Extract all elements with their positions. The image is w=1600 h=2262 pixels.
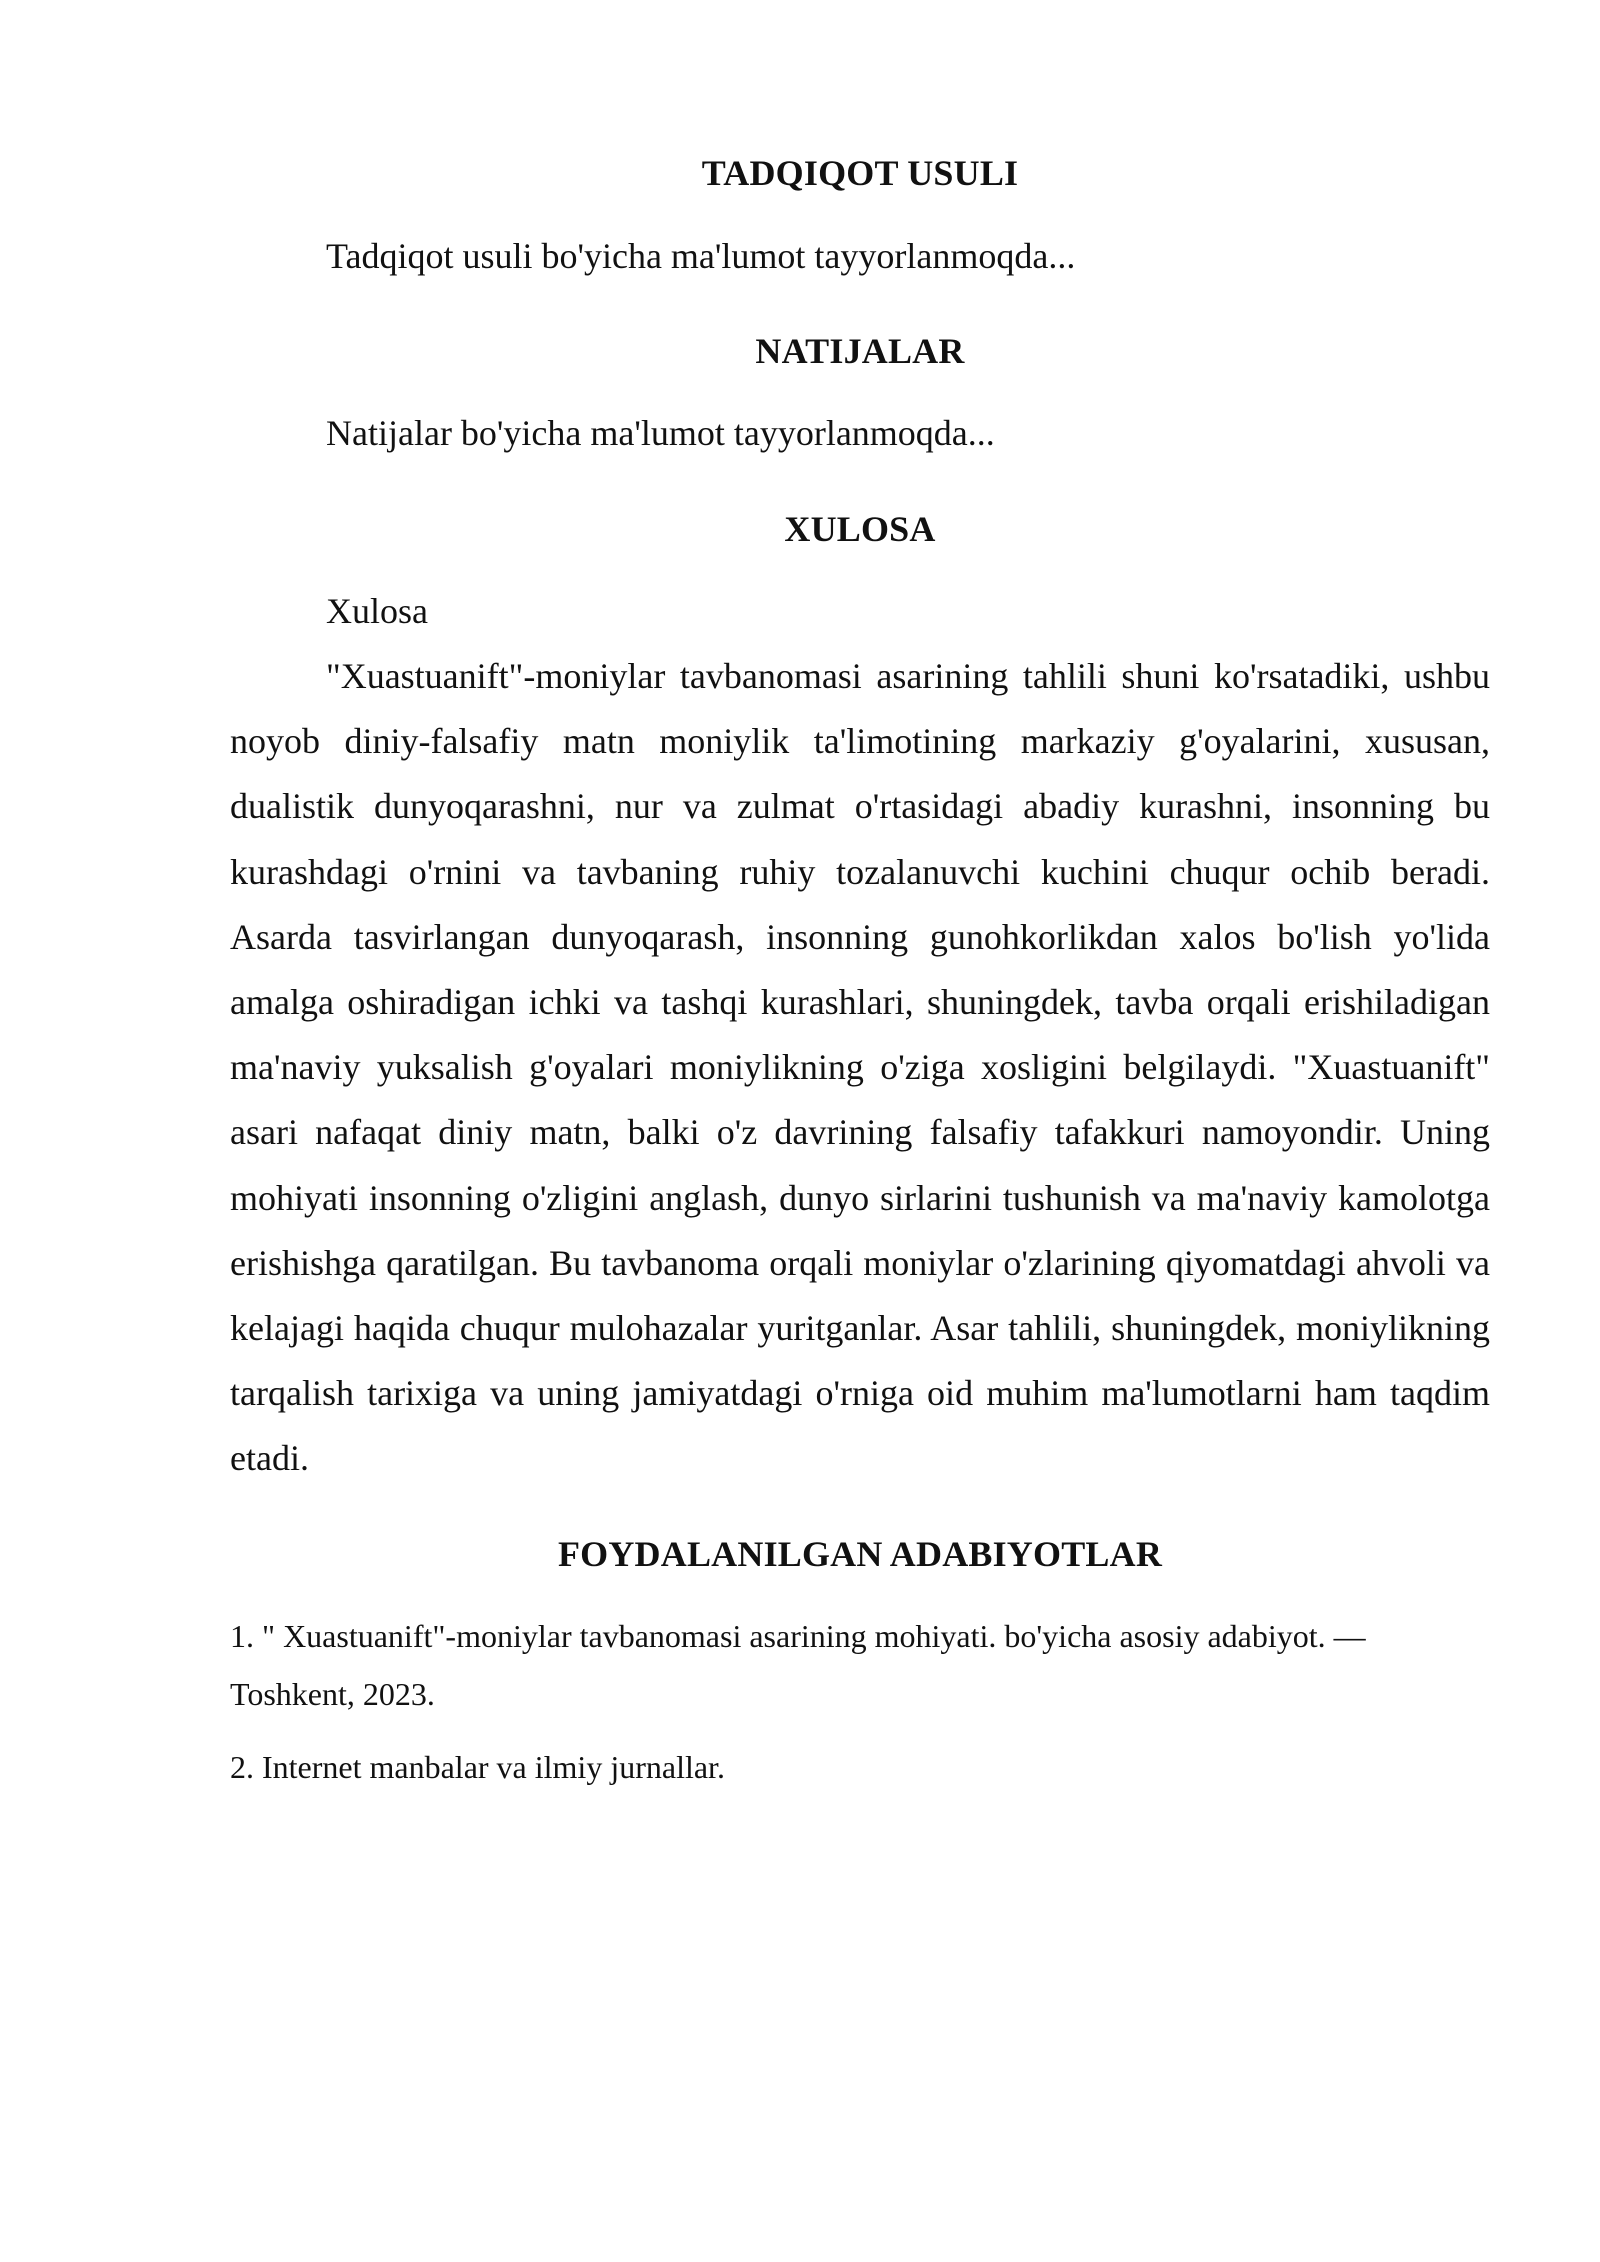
conclusion-paragraph: "Xuastuanift"-moniylar tavbanomasi asarining tahlili shuni ko'rsatadiki, ushbu noyob diniy-falsafiy matn moniylik ta'limotining markaziy g'oyalarini, xususan, dualistik dunyoqarashni, nur va zulmat o'rtasidagi abadiy kurashni, insonning bu kurashdagi o'rnini va tavbaning ruhiy tozalanuvchi kuchini chuqur ochib beradi. Asarda tasvirlangan dunyoqarash, insonning gunohkorlikdan xalos bo'lish yo'lida amalga oshiradigan ichki va tashqi kurashlari, shuningdek, tavba orqali erishiladigan ma'naviy yuksalish g'oyalari moniylikning o'ziga xosligini belgilaydi. "Xuastuanift" asari nafaqat diniy matn, balki o'z davrining falsafiy tafakkuri namoyondir. Uning mohiyati insonning o'zligini anglash, dunyo sirlarini tushunish va ma'naviy kamolotga erishishga qaratilgan. Bu tavbanoma orqali moniylar o'zlarining qiyomatdagi ahvoli va kelajagi haqida chuqur mulohazalar yuritganlar. Asar tahlili, shuningdek, moniylikning tarqalish tarixiga va uning jamiyatdagi o'rniga oid muhim ma'lumotlarni ham taqdim etadi. <box>230 656 1490 1479</box>
method-text: Tadqiqot usuli bo'yicha ma'lumot tayyorlanmoqda... <box>326 236 1076 276</box>
results-text: Natijalar bo'yicha ma'lumot tayyorlanmoqda... <box>326 413 995 453</box>
conclusion-label: Xulosa <box>326 591 428 631</box>
section-title-method: TADQIQOT USULI <box>701 153 1019 193</box>
reference-item-1: 1. " Xuastuanift"-moniylar tavbanomasi asarining mohiyati. bo'yicha asosiy adabiyot. — Toshkent, 2023. <box>230 1618 1366 1712</box>
section-title-references: FOYDALANILGAN ADABIYOTLAR <box>557 1534 1163 1574</box>
reference-item-2: 2. Internet manbalar va ilmiy jurnallar. <box>230 1749 725 1785</box>
section-title-results: NATIJALAR <box>755 331 965 371</box>
section-title-conclusion: XULOSA <box>784 509 936 549</box>
